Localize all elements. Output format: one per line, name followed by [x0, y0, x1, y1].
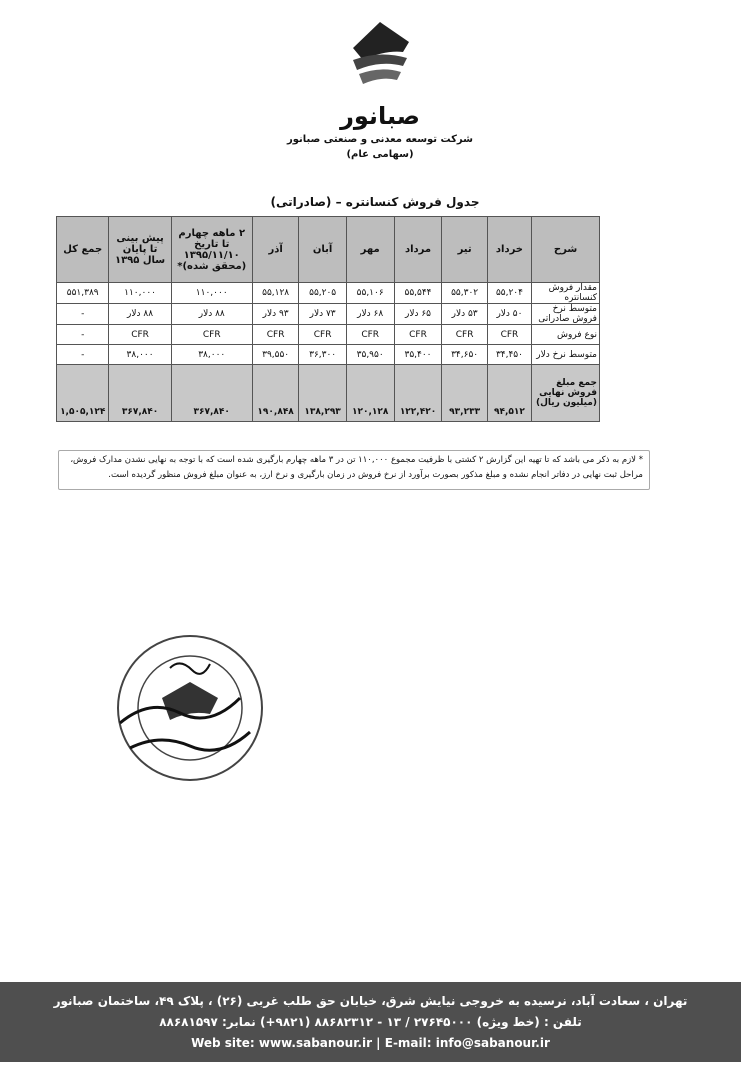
row-label: متوسط نرخ دلار — [532, 345, 600, 365]
page-footer — [0, 982, 741, 1062]
table-cell: ۹۳,۲۳۳ — [442, 365, 487, 422]
header-cell: تیر — [442, 217, 487, 283]
table-cell: ۵۵۱,۳۸۹ — [57, 283, 109, 304]
header-cell: جمع کل — [57, 217, 109, 283]
table-cell: CFR — [346, 325, 394, 345]
header-cell: مهر — [346, 217, 394, 283]
table-cell: ۱۳۸,۲۹۳ — [299, 365, 346, 422]
table-cell: ۸۸ دلار — [109, 304, 171, 325]
table-cell: ۹۴,۵۱۲ — [487, 365, 531, 422]
table-cell: ۵۵,۱۰۶ — [346, 283, 394, 304]
table-cell: ۳۸,۰۰۰ — [171, 345, 252, 365]
table-cell: ۳۶۷,۸۴۰ — [171, 365, 252, 422]
table-cell: ۸۸ دلار — [171, 304, 252, 325]
table-cell: ۳۵,۴۰۰ — [394, 345, 442, 365]
table-cell: ۵۵,۲۰۴ — [487, 283, 531, 304]
table-cell: CFR — [171, 325, 252, 345]
table-cell: ۵۵,۵۴۴ — [394, 283, 442, 304]
table-cell: ۶۸ دلار — [346, 304, 394, 325]
company-type: (سهامی عام) — [346, 149, 414, 160]
row-label: مقدار فروش کنسانتره — [532, 283, 600, 304]
header-cell: خرداد — [487, 217, 531, 283]
table-cell: ۳۶۷,۸۴۰ — [109, 365, 171, 422]
header-cell: شرح — [532, 217, 600, 283]
final-total-row — [57, 365, 600, 422]
table-cell: ۳۵,۹۵۰ — [346, 345, 394, 365]
table-cell: - — [57, 345, 109, 365]
table-cell: ۵۳ دلار — [442, 304, 487, 325]
table-cell: ۵۰ دلار — [487, 304, 531, 325]
table-row — [57, 325, 600, 345]
table-cell: ۱۱۰,۰۰۰ — [171, 283, 252, 304]
row-label: جمع مبلغ فروش نهایی (میلیون ریال) — [532, 365, 600, 422]
company-full-name: شرکت توسعه معدنی و صنعتی صبانور — [286, 134, 473, 145]
logo-mark-icon — [345, 20, 415, 90]
table-cell: ۹۳ دلار — [252, 304, 299, 325]
table-cell: ۷۳ دلار — [299, 304, 346, 325]
table-cell: ۱۹۰,۸۴۸ — [252, 365, 299, 422]
header-cell: آبان — [299, 217, 346, 283]
table-cell: ۱۱۰,۰۰۰ — [109, 283, 171, 304]
table-cell: ۱,۵۰۵,۱۲۴ — [57, 365, 109, 422]
table-row — [57, 283, 600, 304]
header-cell: ۲ ماهه چهارم تا تاریخ ۱۳۹۵/۱۱/۱۰ (محقق شده)* — [171, 217, 252, 283]
footnote: * لازم به ذکر می باشد که تا تهیه این گزارش ۲ کشتی با ظرفیت مجموع ۱۱۰,۰۰۰ تن در ۳ ماهه چهارم بارگیری شده است که با توجه به نهایی نشدن مدارک فروش، مراحل ثبت نهایی در دفاتر انجام نشده و مبلغ مذکور بصورت برآورد از نرخ فروش در زمان بارگیری و نرخ ارز، به عنوان مبلغ فروش منظور گردیده است. — [58, 450, 650, 490]
row-label: نوع فروش — [532, 325, 600, 345]
table-cell: ۱۲۰,۱۲۸ — [346, 365, 394, 422]
table-cell: CFR — [109, 325, 171, 345]
table-cell: ۵۵,۲۰۵ — [299, 283, 346, 304]
footer-phones: تلفن : (خط ویژه) ۲۷۶۴۵۰۰۰ / ۱۳ - ۸۸۶۸۲۳۱۲ (۹۸۲۱+) نمابر: ۸۸۶۸۱۵۹۷ — [159, 1015, 582, 1029]
company-logo — [280, 20, 480, 160]
table-cell: CFR — [442, 325, 487, 345]
table-cell: CFR — [487, 325, 531, 345]
table-cell: ۶۵ دلار — [394, 304, 442, 325]
table-cell: CFR — [299, 325, 346, 345]
header-cell: پیش بینی تا پایان سال ۱۳۹۵ — [109, 217, 171, 283]
table-row — [57, 345, 600, 365]
table-header-row — [57, 217, 600, 283]
table-cell: ۳۸,۰۰۰ — [109, 345, 171, 365]
sales-table — [56, 216, 600, 422]
table-cell: ۳۴,۴۵۰ — [487, 345, 531, 365]
header-cell: آذر — [252, 217, 299, 283]
row-label: متوسط نرخ فروش صادراتی — [532, 304, 600, 325]
table-cell: CFR — [394, 325, 442, 345]
table-cell: - — [57, 325, 109, 345]
table-cell: ۳۹,۵۵۰ — [252, 345, 299, 365]
table-title: جدول فروش کنسانتره – (صادراتی) — [270, 195, 480, 209]
table-cell: ۵۵,۳۰۲ — [442, 283, 487, 304]
company-stamp-icon — [110, 628, 270, 788]
footer-address: تهران ، سعادت آباد، نرسیده به خروجی نیایش شرق، خیابان حق طلب غربی (۲۶) ، پلاک ۴۹، ساختمان صبانور — [53, 994, 688, 1008]
table-cell: ۳۴,۶۵۰ — [442, 345, 487, 365]
table-cell: - — [57, 304, 109, 325]
table-cell: ۱۲۲,۴۲۰ — [394, 365, 442, 422]
table-cell: ۳۶,۳۰۰ — [299, 345, 346, 365]
table-cell: ۵۵,۱۲۸ — [252, 283, 299, 304]
table-row — [57, 304, 600, 325]
company-short-name: صبانور — [340, 102, 420, 130]
table-cell: CFR — [252, 325, 299, 345]
footer-web-email: Web site: www.sabanour.ir | E-mail: info@sabanour.ir — [191, 1036, 550, 1050]
header-cell: مرداد — [394, 217, 442, 283]
